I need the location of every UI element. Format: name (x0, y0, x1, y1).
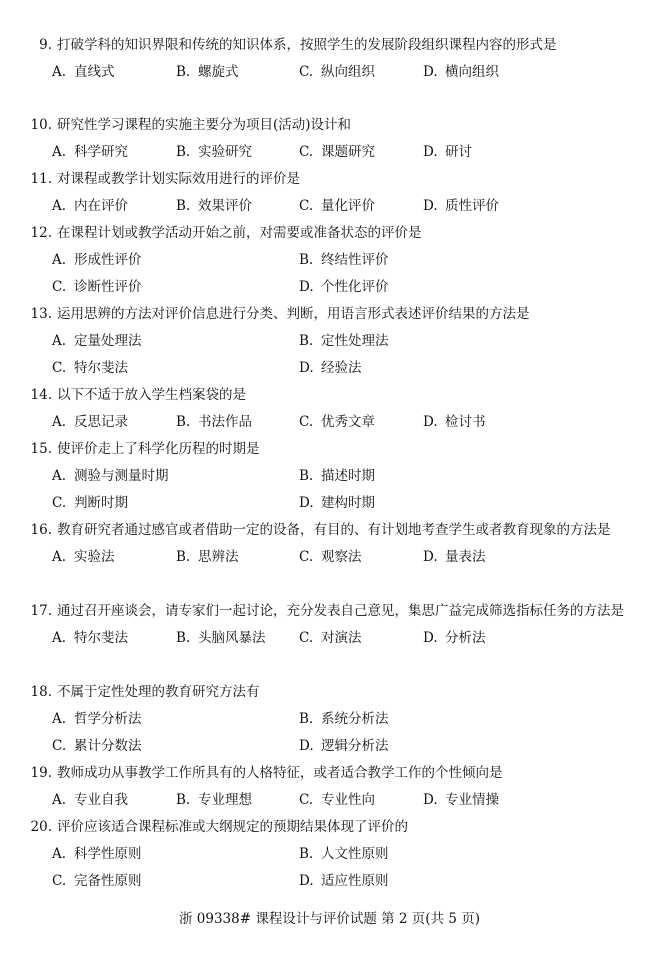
option-text: 定量处理法 (74, 333, 142, 349)
options-row (26, 328, 625, 355)
option-key: D. (423, 144, 438, 160)
option-d (299, 868, 389, 895)
option-key: C. (52, 495, 67, 511)
option-key: D. (423, 630, 438, 646)
option-a (52, 787, 128, 814)
option-text: 检讨书 (445, 414, 486, 430)
question-stem (26, 32, 625, 59)
options-row (26, 59, 625, 86)
option-key: C. (299, 414, 314, 430)
option-text: 哲学分析法 (74, 711, 142, 727)
option-text: 逻辑分析法 (321, 738, 389, 754)
question-stem (26, 598, 625, 625)
option-a (52, 247, 142, 274)
option-text: 量化评价 (321, 198, 375, 214)
option-text: 定性处理法 (321, 333, 389, 349)
option-text: 反思记录 (74, 414, 128, 430)
question-stem (26, 220, 625, 247)
option-text: 优秀文章 (321, 414, 375, 430)
option-c (52, 490, 128, 517)
option-a (52, 139, 128, 166)
question-stem (26, 679, 625, 706)
option-key: B. (299, 711, 314, 727)
question-stem (26, 112, 625, 139)
option-d (423, 139, 472, 166)
option-b (299, 841, 389, 868)
option-d (423, 544, 486, 571)
option-a (52, 328, 142, 355)
option-key: B. (299, 468, 314, 484)
question-number: 9. (39, 37, 52, 53)
question-number: 15. (30, 441, 52, 457)
question-number: 16. (30, 522, 52, 538)
question-stem (26, 814, 625, 841)
question-9 (26, 32, 625, 86)
option-b (176, 59, 239, 86)
option-text: 测验与测量时期 (74, 468, 169, 484)
option-text: 特尔斐法 (74, 360, 128, 376)
option-d (299, 490, 375, 517)
option-text: 质性评价 (445, 198, 499, 214)
question-11 (26, 166, 625, 220)
question-number: 14. (30, 387, 52, 403)
option-key: A. (52, 630, 67, 646)
question-19 (26, 760, 625, 814)
question-18 (26, 679, 625, 760)
option-key: A. (52, 198, 67, 214)
option-text: 终结性评价 (321, 252, 389, 268)
question-16 (26, 517, 625, 571)
option-text: 课题研究 (321, 144, 375, 160)
option-key: B. (176, 198, 191, 214)
question-number: 11. (30, 171, 52, 187)
question-text: 以下不适于放入学生档案袋的是 (57, 387, 246, 403)
option-key: D. (299, 279, 314, 295)
option-text: 效果评价 (198, 198, 252, 214)
option-key: C. (52, 279, 67, 295)
question-text: 教育研究者通过感官或者借助一定的设备，有目的、有计划地考查学生或者教育现象的方法是 (57, 522, 611, 538)
option-text: 分析法 (445, 630, 486, 646)
question-13 (26, 301, 625, 382)
option-key: A. (52, 333, 67, 349)
question-stem (26, 382, 625, 409)
option-c (299, 409, 375, 436)
option-c (299, 544, 362, 571)
question-number: 19. (30, 765, 52, 781)
question-stem (26, 517, 625, 544)
question-stem (26, 166, 625, 193)
option-text: 横向组织 (445, 64, 499, 80)
options-row (26, 247, 625, 274)
option-key: D. (423, 64, 438, 80)
option-key: A. (52, 252, 67, 268)
options-row (26, 463, 625, 490)
option-key: D. (299, 360, 314, 376)
question-text: 运用思辨的方法对评价信息进行分类、判断，用语言形式表述评价结果的方法是 (57, 306, 530, 322)
option-key: C. (299, 549, 314, 565)
question-text: 不属于定性处理的教育研究方法有 (57, 684, 260, 700)
option-key: C. (52, 738, 67, 754)
question-20 (26, 814, 625, 895)
option-key: A. (52, 64, 67, 80)
option-key: A. (52, 468, 67, 484)
question-14 (26, 382, 625, 436)
question-number: 17. (30, 603, 52, 619)
option-a (52, 59, 115, 86)
option-text: 形成性评价 (74, 252, 142, 268)
option-d (299, 274, 389, 301)
option-c (299, 139, 375, 166)
option-key: B. (176, 64, 191, 80)
option-text: 判断时期 (74, 495, 128, 511)
question-number: 18. (30, 684, 52, 700)
option-key: B. (299, 252, 314, 268)
option-a (52, 841, 142, 868)
option-key: D. (423, 414, 438, 430)
option-c (299, 59, 375, 86)
question-text: 教师成功从事教学工作所具有的人格特征，或者适合教学工作的个性倾向是 (57, 765, 503, 781)
option-text: 科学性原则 (74, 846, 142, 862)
option-a (52, 193, 128, 220)
options-row (26, 139, 625, 166)
options-row (26, 409, 625, 436)
question-text: 使评价走上了科学化历程的时期是 (57, 441, 260, 457)
option-text: 专业自我 (74, 792, 128, 808)
option-text: 累计分数法 (74, 738, 142, 754)
option-text: 量表法 (445, 549, 486, 565)
question-stem (26, 436, 625, 463)
option-text: 完备性原则 (74, 873, 142, 889)
option-a (52, 463, 169, 490)
option-key: D. (299, 738, 314, 754)
option-b (176, 544, 239, 571)
option-c (52, 733, 142, 760)
question-number: 13. (30, 306, 52, 322)
option-key: B. (299, 846, 314, 862)
option-key: B. (299, 333, 314, 349)
options-row (26, 868, 625, 895)
options-row (26, 544, 625, 571)
option-key: C. (52, 360, 67, 376)
options-row (26, 490, 625, 517)
option-b (176, 139, 252, 166)
option-key: C. (299, 198, 314, 214)
question-text: 在课程计划或教学活动开始之前，对需要或准备状态的评价是 (57, 225, 422, 241)
option-key: D. (423, 792, 438, 808)
option-key: B. (176, 414, 191, 430)
option-text: 书法作品 (198, 414, 252, 430)
option-key: C. (299, 630, 314, 646)
option-b (299, 463, 375, 490)
options-row (26, 625, 625, 652)
option-text: 个性化评价 (321, 279, 389, 295)
option-key: B. (176, 792, 191, 808)
option-key: D. (423, 549, 438, 565)
option-key: B. (176, 144, 191, 160)
question-number: 20. (30, 819, 52, 835)
option-text: 适应性原则 (321, 873, 389, 889)
option-key: A. (52, 846, 67, 862)
option-d (423, 625, 486, 652)
option-a (52, 409, 128, 436)
question-text: 对课程或教学计划实际效用进行的评价是 (57, 171, 300, 187)
options-row (26, 733, 625, 760)
option-key: C. (52, 873, 67, 889)
option-text: 实验法 (74, 549, 115, 565)
option-text: 专业情操 (445, 792, 499, 808)
option-a (52, 544, 115, 571)
option-text: 纵向组织 (321, 64, 375, 80)
option-text: 科学研究 (74, 144, 128, 160)
question-15 (26, 436, 625, 517)
question-stem (26, 760, 625, 787)
question-12 (26, 220, 625, 301)
option-text: 描述时期 (321, 468, 375, 484)
option-b (299, 706, 389, 733)
option-key: A. (52, 792, 67, 808)
option-d (423, 787, 499, 814)
option-text: 特尔斐法 (74, 630, 128, 646)
option-b (299, 328, 389, 355)
options-row (26, 355, 625, 382)
option-text: 观察法 (321, 549, 362, 565)
option-text: 专业理想 (198, 792, 252, 808)
option-key: D. (299, 873, 314, 889)
question-10 (26, 112, 625, 166)
option-key: A. (52, 414, 67, 430)
option-d (299, 733, 389, 760)
option-b (299, 247, 389, 274)
question-17 (26, 598, 625, 652)
option-b (176, 787, 252, 814)
options-row (26, 706, 625, 733)
option-key: D. (423, 198, 438, 214)
option-text: 实验研究 (198, 144, 252, 160)
question-text: 通过召开座谈会，请专家们一起讨论，充分发表自己意见，集思广益完成筛选指标任务的方法是 (57, 603, 624, 619)
question-text: 研究性学习课程的实施主要分为项目(活动)设计和 (57, 117, 352, 133)
option-c (299, 625, 362, 652)
option-text: 对演法 (321, 630, 362, 646)
option-key: A. (52, 711, 67, 727)
option-text: 螺旋式 (198, 64, 239, 80)
options-row (26, 193, 625, 220)
option-c (52, 868, 142, 895)
option-key: B. (176, 630, 191, 646)
option-b (176, 193, 252, 220)
options-row (26, 274, 625, 301)
option-text: 思辨法 (198, 549, 239, 565)
option-key: D. (299, 495, 314, 511)
option-text: 诊断性评价 (74, 279, 142, 295)
option-text: 建构时期 (321, 495, 375, 511)
question-number: 12. (30, 225, 52, 241)
option-key: C. (299, 792, 314, 808)
option-d (299, 355, 362, 382)
option-d (423, 59, 499, 86)
option-key: C. (299, 144, 314, 160)
option-b (176, 409, 252, 436)
option-text: 系统分析法 (321, 711, 389, 727)
option-c (299, 193, 375, 220)
option-key: C. (299, 64, 314, 80)
option-text: 直线式 (74, 64, 115, 80)
option-text: 内在评价 (74, 198, 128, 214)
option-c (52, 274, 142, 301)
options-row (26, 841, 625, 868)
option-key: A. (52, 549, 67, 565)
question-text: 打破学科的知识界限和传统的知识体系，按照学生的发展阶段组织课程内容的形式是 (57, 37, 557, 53)
option-d (423, 193, 499, 220)
option-text: 经验法 (321, 360, 362, 376)
option-c (299, 787, 375, 814)
question-number: 10. (30, 117, 52, 133)
option-d (423, 409, 486, 436)
option-text: 头脑风暴法 (198, 630, 266, 646)
option-b (176, 625, 266, 652)
question-stem (26, 301, 625, 328)
page-footer: 浙 09338# 课程设计与评价试题 第 2 页(共 5 页) (178, 911, 480, 927)
option-key: B. (176, 549, 191, 565)
option-c (52, 355, 128, 382)
option-key: A. (52, 144, 67, 160)
question-text: 评价应该适合课程标准或大纲规定的预期结果体现了评价的 (57, 819, 408, 835)
option-a (52, 706, 142, 733)
option-text: 研讨 (445, 144, 472, 160)
option-a (52, 625, 128, 652)
option-text: 人文性原则 (321, 846, 389, 862)
option-text: 专业性向 (321, 792, 375, 808)
options-row (26, 787, 625, 814)
